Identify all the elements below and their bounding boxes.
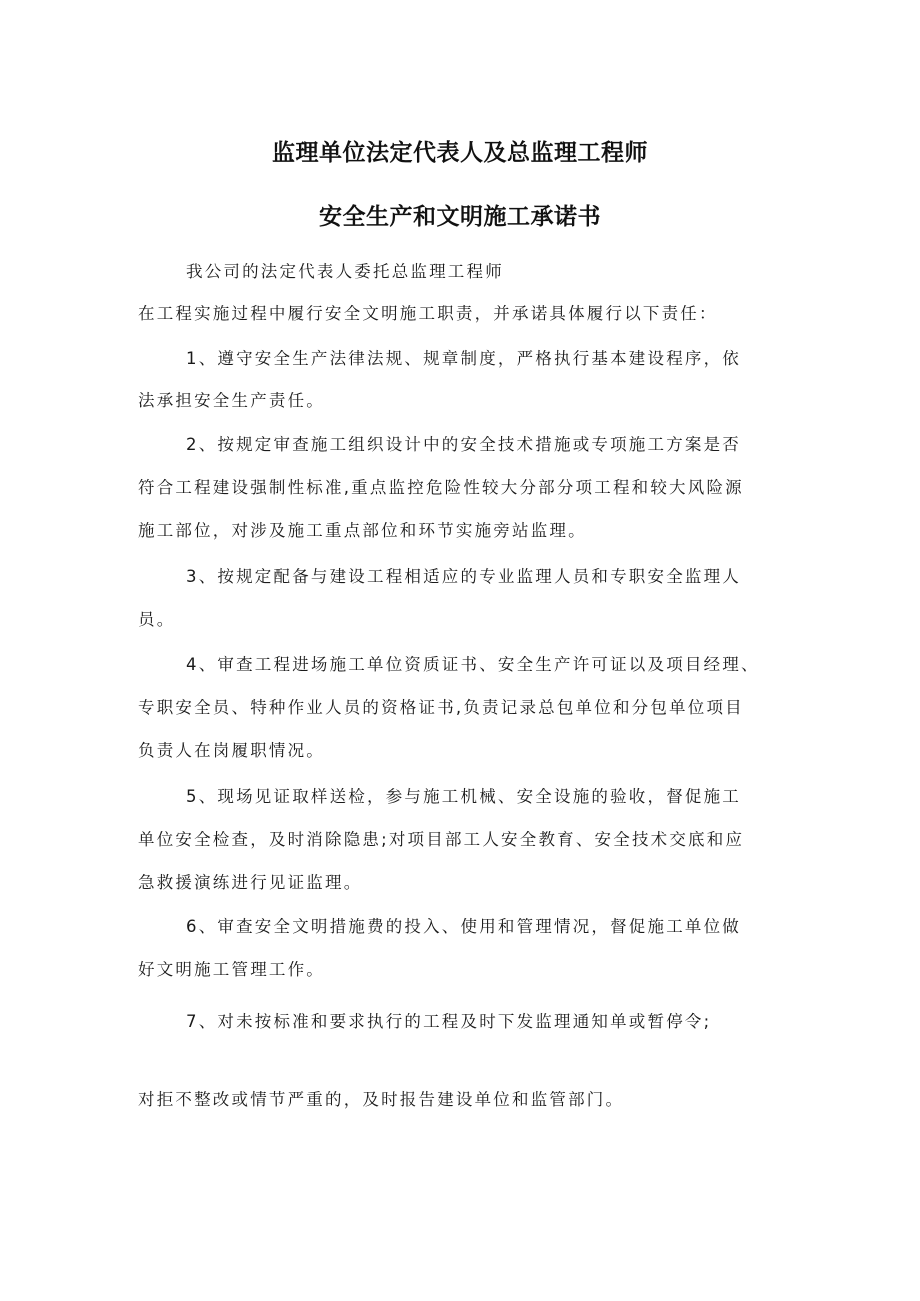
item-3-line-1: 3、按规定配备与建设工程相适应的专业监理人员和专职安全监理人 (186, 567, 741, 586)
item-2-line-1: 2、按规定审查施工组织设计中的安全技术措施或专项施工方案是否 (186, 435, 741, 454)
item-4-line-2: 专职安全员、特种作业人员的资格证书,负责记录总包单位和分包单位项目 (138, 698, 744, 717)
document-title-line1: 监理单位法定代表人及总监理工程师 (272, 140, 648, 166)
item-6-line-1: 6、审查安全文明措施费的投入、使用和管理情况，督促施工单位做 (186, 917, 741, 936)
item-5-line-3: 急救援演练进行见证监理。 (138, 873, 363, 892)
item-5-line-2: 单位安全检查，及时消除隐患;对项目部工人安全教育、安全技术交底和应 (138, 830, 745, 849)
item-5-line-1: 5、现场见证取样送检，参与施工机械、安全设施的验收，督促施工 (186, 787, 741, 806)
item-1-line-2: 法承担安全生产责任。 (138, 391, 325, 410)
item-3-line-2: 员。 (138, 610, 176, 629)
item-6-line-2: 好文明施工管理工作。 (138, 960, 325, 979)
intro-line-2: 在工程实施过程中履行安全文明施工职责，并承诺具体履行以下责任： (138, 304, 718, 323)
document-title-line2: 安全生产和文明施工承诺书 (319, 204, 601, 230)
item-4-line-1: 4、审查工程进场施工单位资质证书、安全生产许可证以及项目经理、 (186, 655, 760, 674)
item-2-line-3: 施工部位，对涉及施工重点部位和环节实施旁站监理。 (138, 521, 587, 540)
item-7-line-1: 7、对未按标准和要求执行的工程及时下发监理通知单或暂停令; (186, 1012, 712, 1031)
item-7-line-2: 对拒不整改或情节严重的，及时报告建设单位和监管部门。 (138, 1090, 625, 1109)
item-4-line-3: 负责人在岗履职情况。 (138, 741, 325, 760)
intro-line-1: 我公司的法定代表人委托总监理工程师 (186, 262, 504, 281)
item-1-line-1: 1、遵守安全生产法律法规、规章制度，严格执行基本建设程序，依 (186, 349, 741, 368)
item-2-line-2: 符合工程建设强制性标准,重点监控危险性较大分部分项工程和较大风险源 (138, 478, 744, 497)
